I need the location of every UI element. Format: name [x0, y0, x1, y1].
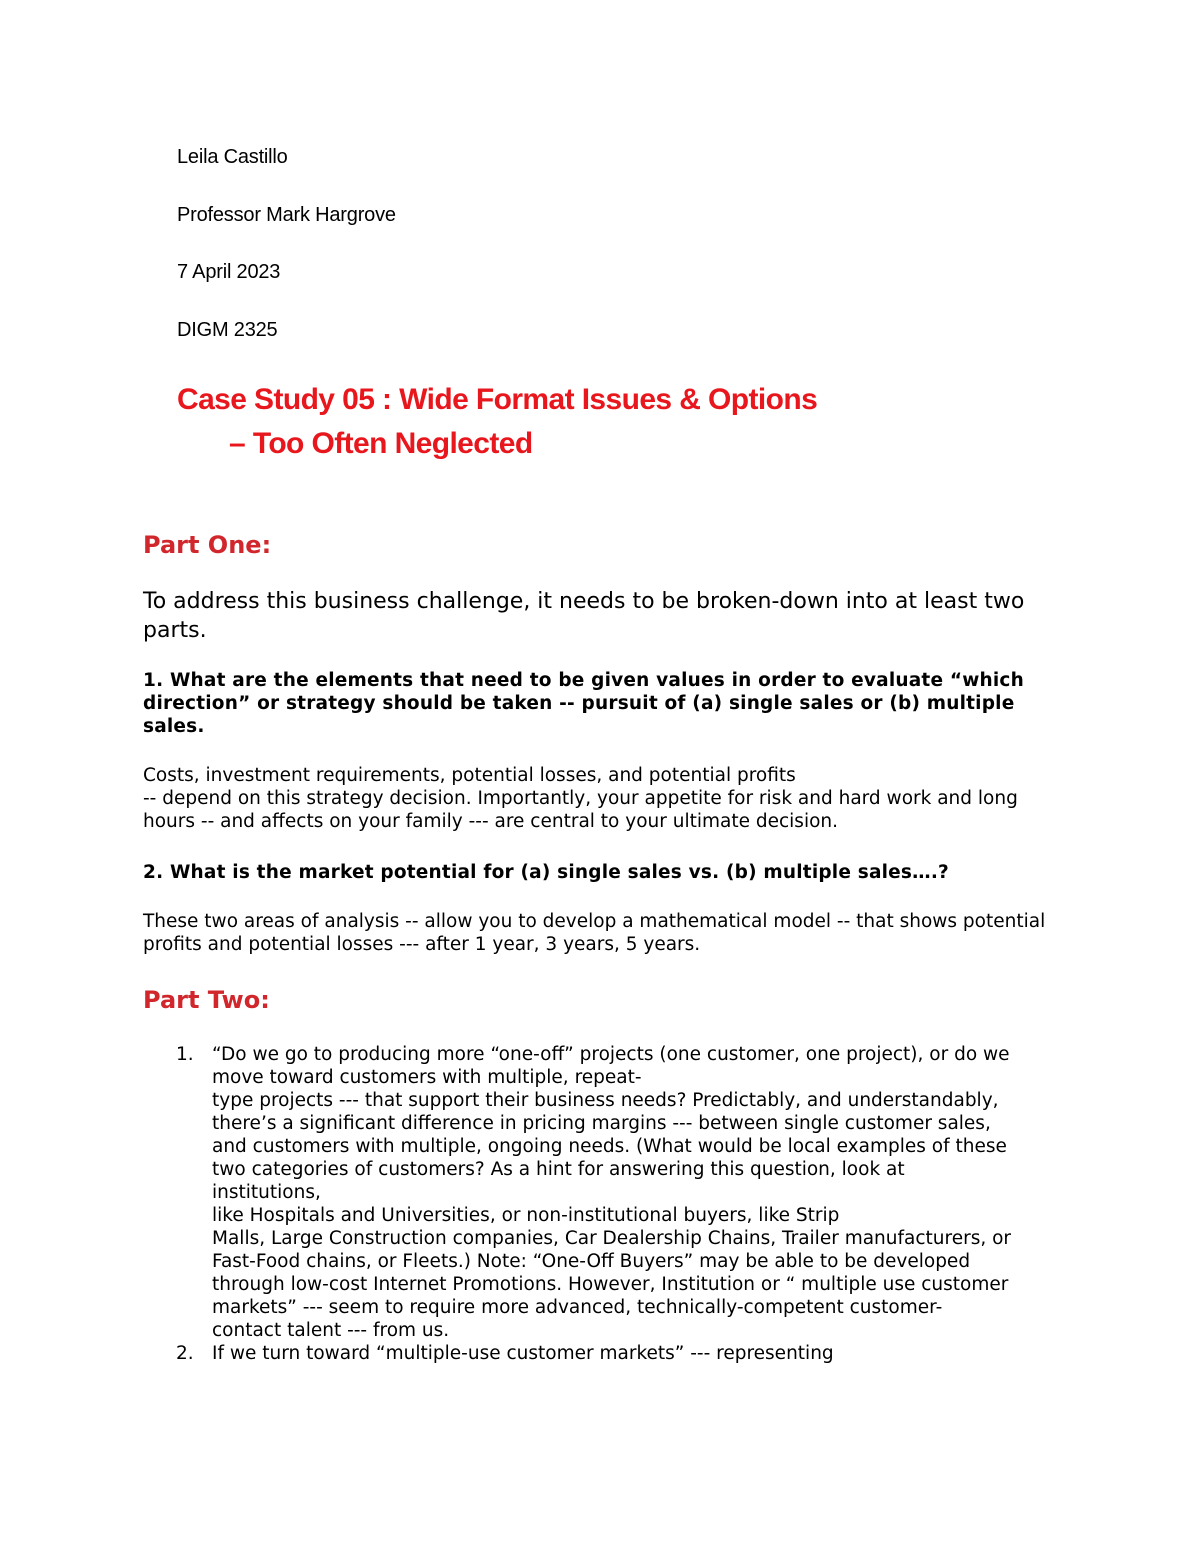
list-item-number: 2. — [176, 1343, 194, 1364]
list-item-line: Fast-Food chains, or Fleets.) Note: “One-Off Buyers” may be able to be developed — [212, 1251, 971, 1272]
list-item-line: markets” --- seem to require more advanced, technically-competent customer- — [212, 1297, 943, 1318]
course-code: DIGM 2325 — [177, 319, 278, 341]
answer-1 — [143, 764, 1073, 833]
list-item-line: there’s a significant difference in pricing margins --- between single customer sales, — [212, 1113, 991, 1134]
part-one-heading: Part One: — [143, 531, 272, 559]
list-item-number: 1. — [176, 1044, 194, 1065]
answer-2: These two areas of analysis -- allow you to develop a mathematical model -- that shows potential profits and potential losses --- after 1 year, 3 years, 5 years. — [143, 911, 1046, 955]
list-item-line: institutions, — [212, 1182, 321, 1203]
list-item-line: type projects --- that support their business needs? Predictably, and understandably, — [212, 1090, 999, 1111]
student-name: Leila Castillo — [177, 146, 288, 168]
list-item-line: contact talent --- from us. — [212, 1320, 450, 1341]
title-line-2: – Too Often Neglected — [229, 427, 533, 460]
answer-1-line-1: Costs, investment requirements, potential losses, and potential profits — [143, 765, 796, 786]
part-two-heading: Part Two: — [143, 986, 270, 1014]
question-1: 1. What are the elements that need to be given values in order to evaluate “which direction” or strategy should be taken -- pursuit of (a) single sales or (b) multiple sales. — [143, 670, 1024, 737]
list-item-line: and customers with multiple, ongoing needs. (What would be local examples of these — [212, 1136, 1007, 1157]
list-item-line: move toward customers with multiple, repeat- — [212, 1067, 642, 1088]
title-line-1: Case Study 05 : Wide Format Issues & Options — [177, 383, 818, 416]
list-item-line: like Hospitals and Universities, or non-institutional buyers, like Strip — [212, 1205, 840, 1226]
date: 7 April 2023 — [177, 261, 281, 283]
list-item-line: If we turn toward “multiple-use customer markets” --- representing — [212, 1343, 834, 1364]
part-two-list — [143, 1043, 1073, 1365]
professor-name: Professor Mark Hargrove — [177, 204, 396, 226]
list-item-line: “Do we go to producing more “one-off” projects (one customer, one project), or do we — [212, 1044, 1010, 1065]
document-title — [177, 378, 817, 466]
list-item — [143, 1043, 1073, 1342]
part-one-intro: To address this business challenge, it needs to be broken-down into at least two parts. — [143, 589, 1025, 643]
list-item-line: Malls, Large Construction companies, Car Dealership Chains, Trailer manufacturers, or — [212, 1228, 1012, 1249]
question-2: 2. What is the market potential for (a) single sales vs. (b) multiple sales….? — [143, 862, 949, 883]
list-item — [143, 1342, 1073, 1365]
answer-1-line-2: -- depend on this strategy decision. Importantly, your appetite for risk and hard work and long hours -- and affects on your family --- are central to your ultimate decision. — [143, 788, 1018, 832]
list-item-line: two categories of customers? As a hint for answering this question, look at — [212, 1159, 905, 1180]
list-item-line: through low-cost Internet Promotions. However, Institution or “ multiple use customer — [212, 1274, 1009, 1295]
